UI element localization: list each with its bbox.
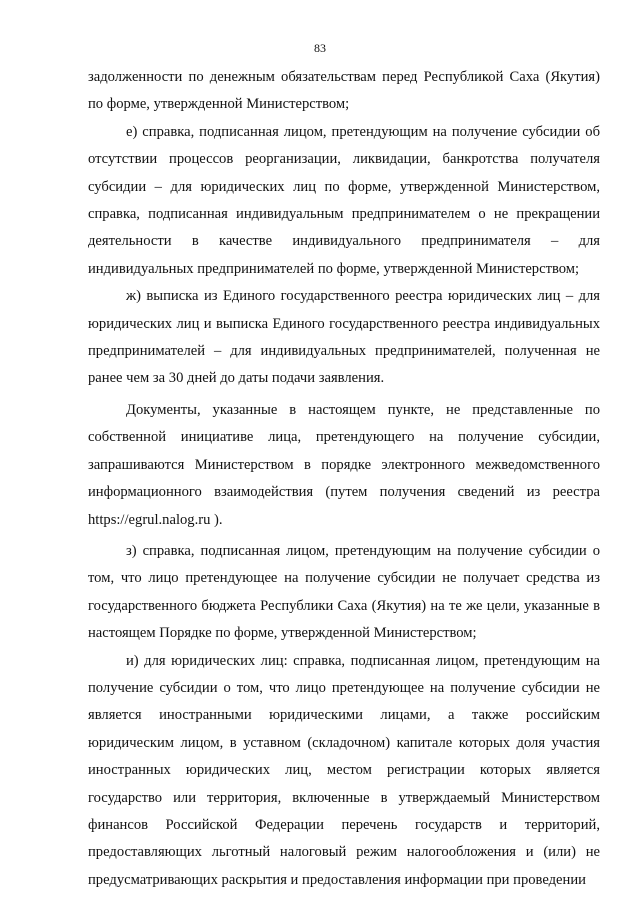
document-body bbox=[88, 64, 600, 894]
page-number: 83 bbox=[314, 41, 326, 55]
paragraph-documents-request: Документы, указанные в настоящем пункте, не представленные по собственной инициативе лица, претендующего на получение субсидии, запрашиваются Министерством в порядке электронного межведомственного информационного взаимодействия (путем получения сведений из реестра https://egrul.nalog.ru ). bbox=[88, 401, 600, 528]
paragraph-debt-continuation: задолженности по денежным обязательствам перед Республикой Саха (Якутия) по форме, утвержденной Министерством; bbox=[88, 69, 600, 113]
paragraph-item-e: е) справка, подписанная лицом, претендующим на получение субсидии об отсутствии процессов реорганизации, ликвидации, банкротства получателя субсидии – для юридических лиц по форме, утвержденной Министерством, справка, подписанная индивидуальным предпринимателем о не прекращении деятельности в качестве индивидуального предпринимателя – для индивидуальных предпринимателей по форме, утвержденной Министерством; bbox=[88, 123, 600, 277]
paragraph-item-i: и) для юридических лиц: справка, подписанная лицом, претендующим на получение субсидии о том, что лицо претендующее на получение субсидии не является иностранными юридическими лицами, а также российским юридическим лицом, в уставном (складочном) капитале которых доля участия иностранных юридических лиц, местом регистрации которых является государство или территория, включенные в утверждаемый Министерством финансов Российской Федерации перечень государств и территорий, предоставляющих льготный налоговый режим налогообложения и (или) не предусматривающих раскрытия и предоставления информации при проведении bbox=[88, 652, 600, 888]
paragraph-item-z: з) справка, подписанная лицом, претендующим на получение субсидии о том, что лицо претендующее на получение субсидии не получает средства из государственного бюджета Республики Саха (Якутия) на те же цели, указанные в настоящем Порядке по форме, утвержденной Министерством; bbox=[88, 542, 600, 642]
paragraph-item-zh: ж) выписка из Единого государственного реестра юридических лиц – для юридических лиц и выписка Единого государственного реестра индивидуальных предпринимателей – для индивидуальных предпринимателей, полученная не ранее чем за 30 дней до даты подачи заявления. bbox=[88, 288, 600, 387]
